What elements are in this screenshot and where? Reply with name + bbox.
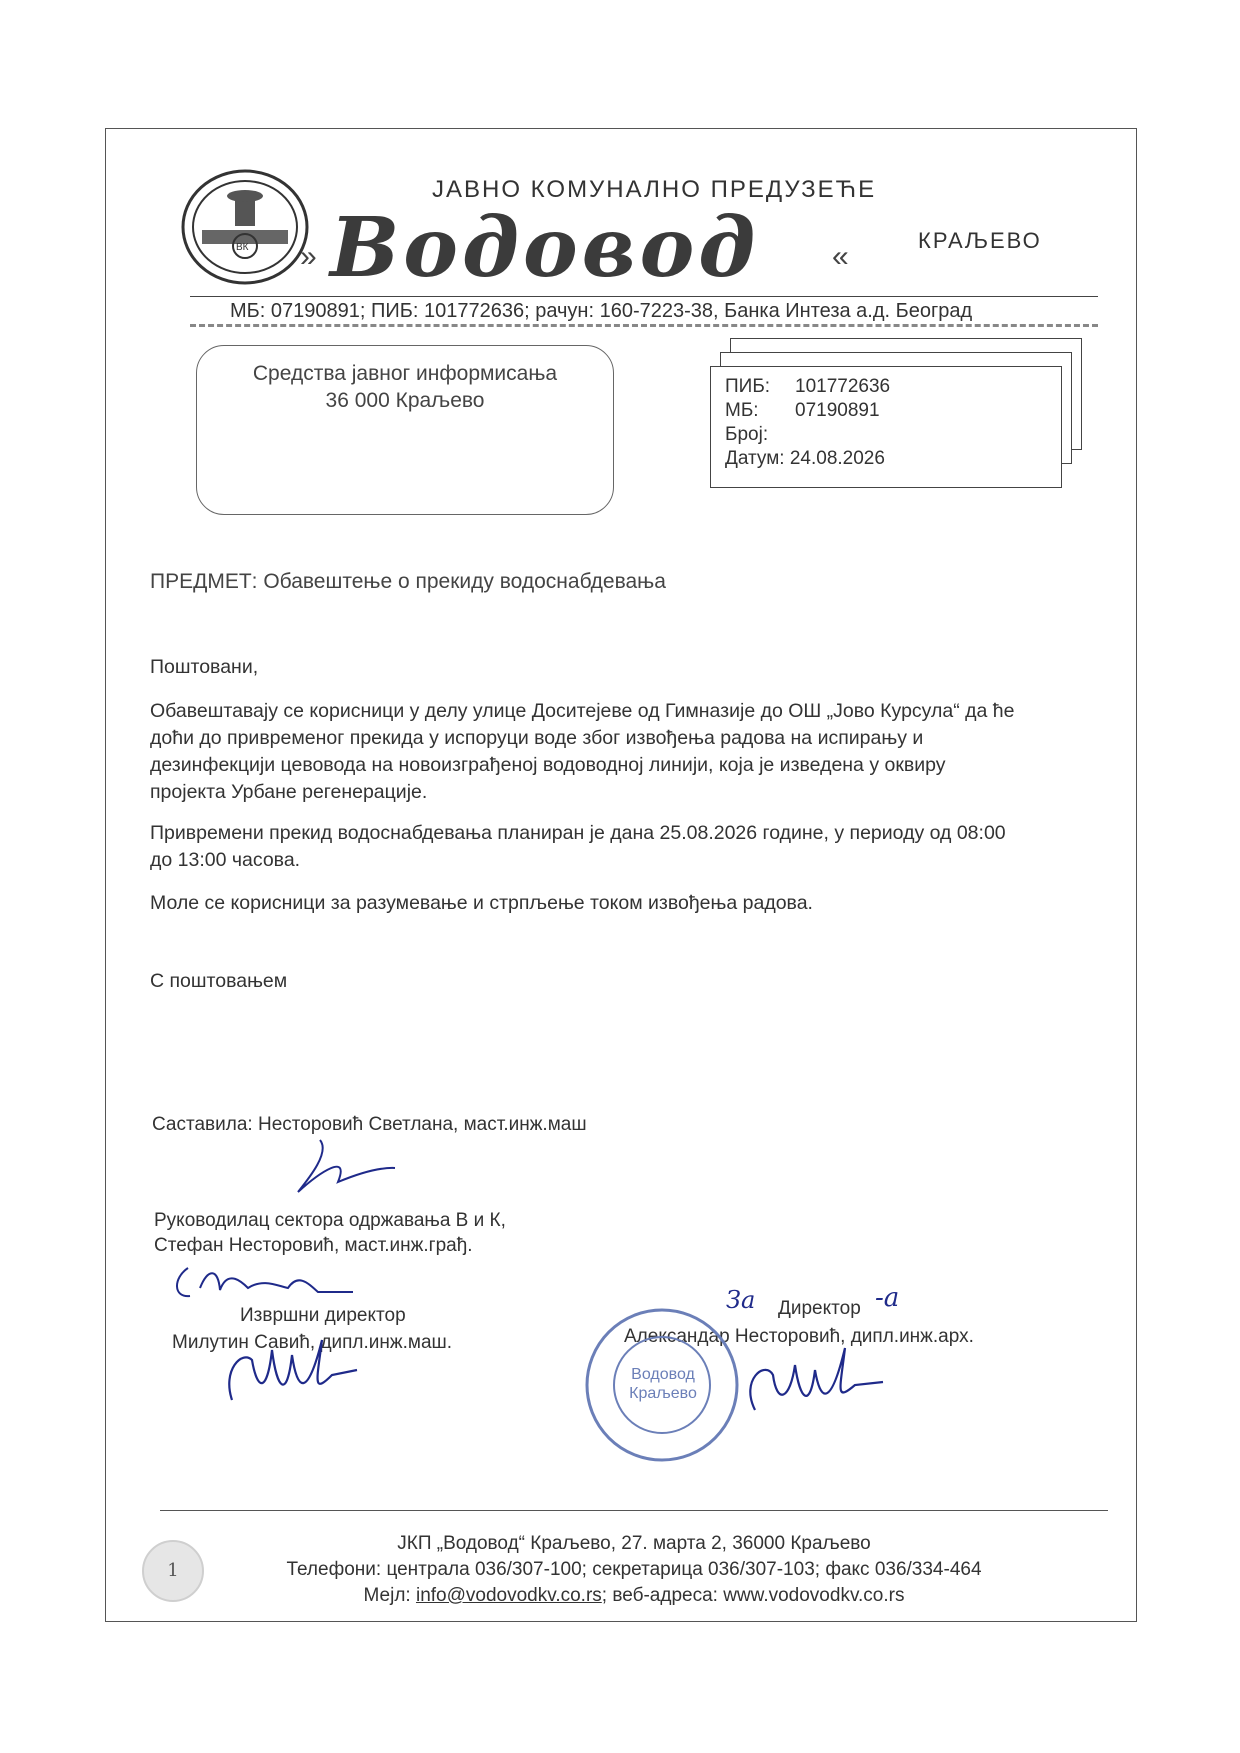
footer-line2: Телефони: централа 036/307-100; секретарица 036/307-103; факс 036/334-464 [286, 1559, 982, 1580]
email-label: Мејл: [363, 1585, 411, 1606]
signature-director [735, 1340, 885, 1430]
datum-value: 24.08.2026 [789, 448, 885, 469]
brand-name: Водовод [330, 200, 760, 296]
header-rule-dashed [190, 324, 1098, 327]
mb-value: 07190891 [795, 400, 880, 421]
recipient-address [200, 360, 610, 414]
composed-by: Саставила: Несторовић Светлана, маст.инж.маш [152, 1114, 587, 1135]
company-type: ЈАВНО КОМУНАЛНО ПРЕДУЗЕЋЕ [432, 176, 877, 203]
director-name: Александар Несторовић, дипл.инж.арх. [624, 1326, 974, 1347]
sector-head-title: Руководилац сектора одржавања В и К, [154, 1210, 506, 1231]
director-prefix: За [726, 1286, 756, 1314]
seal-text: Водовод Краљево [629, 1366, 697, 1402]
paragraph-1-line: доћи до привременог прекида у испоруци воде због извођења радова на испирању и [150, 727, 924, 749]
closing: С поштовањем [150, 970, 288, 992]
company-logo [180, 168, 310, 286]
email-link[interactable]: info@vodovodkv.co.rs [415, 1585, 602, 1606]
page-number: 1 [167, 1560, 179, 1581]
ornament-right-icon: « [832, 240, 849, 273]
ornament-left-icon: » [300, 240, 317, 273]
logo-text: ВК [236, 242, 249, 253]
greeting: Поштовани, [150, 656, 259, 678]
footer-line1: ЈКП „Водовод“ Краљево, 27. марта 2, 36000 Краљево [397, 1533, 871, 1554]
mb-label: МБ: [725, 400, 759, 421]
paragraph-1-line: дезинфекцији цевовода на новоизграђеној водоводној линији, која је изведена у оквиру [150, 754, 946, 776]
header-rule [190, 296, 1098, 297]
exec-title: Извршни директор [240, 1305, 406, 1326]
paragraph-2 [150, 820, 1100, 874]
sector-head [154, 1208, 506, 1258]
signature-composer [290, 1132, 400, 1202]
exec-name: Милутин Савић, дипл.инж.маш. [172, 1332, 453, 1353]
sector-head-name: Стефан Несторовић, маст.инж.грађ. [154, 1235, 473, 1256]
paragraph-1-line: пројекта Урбане регенерације. [150, 781, 428, 803]
paragraph-1-line: Обавештавају се корисници у делу улице Доситејеве од Гимназије до ОШ „Јово Курсула“ да ће [150, 700, 1015, 722]
footer-rule [160, 1510, 1108, 1511]
footer-line3 [160, 1585, 1108, 1607]
datum-label: Датум: [725, 448, 785, 469]
recipient-line2: 36 000 Краљево [325, 389, 485, 412]
paragraph-1 [150, 698, 1100, 806]
paragraph-3: Моле се корисници за разумевање и стрпљење током извођења радова. [150, 892, 813, 914]
recipient-line1: Средства јавног информисања [252, 362, 558, 385]
company-city: КРАЉЕВО [918, 228, 1042, 253]
pib-value: 101772636 [795, 376, 891, 397]
registration-line: МБ: 07190891; ПИБ: 101772636; рачун: 160-7223-38, Банка Интеза а.д. Београд [230, 300, 973, 322]
subject-line: ПРЕДМЕТ: Обавештење о прекиду водоснабдевања [150, 570, 666, 593]
pib-label: ПИБ: [725, 376, 771, 397]
broj-label: Број: [725, 424, 769, 445]
director-title: Директор [778, 1298, 861, 1319]
paragraph-2-line: до 13:00 часова. [150, 849, 301, 871]
paragraph-2-line: Привремени прекид водоснабдевања планиран је дана 25.08.2026 године, у периоду од 08:00 [150, 822, 1006, 844]
director-suffix: -а [875, 1283, 900, 1313]
signature-sector-head [168, 1258, 358, 1308]
website-text: ; веб-адреса: www.vodovodkv.co.rs [601, 1585, 905, 1606]
id-card [710, 366, 1062, 488]
signature-exec [212, 1330, 362, 1420]
